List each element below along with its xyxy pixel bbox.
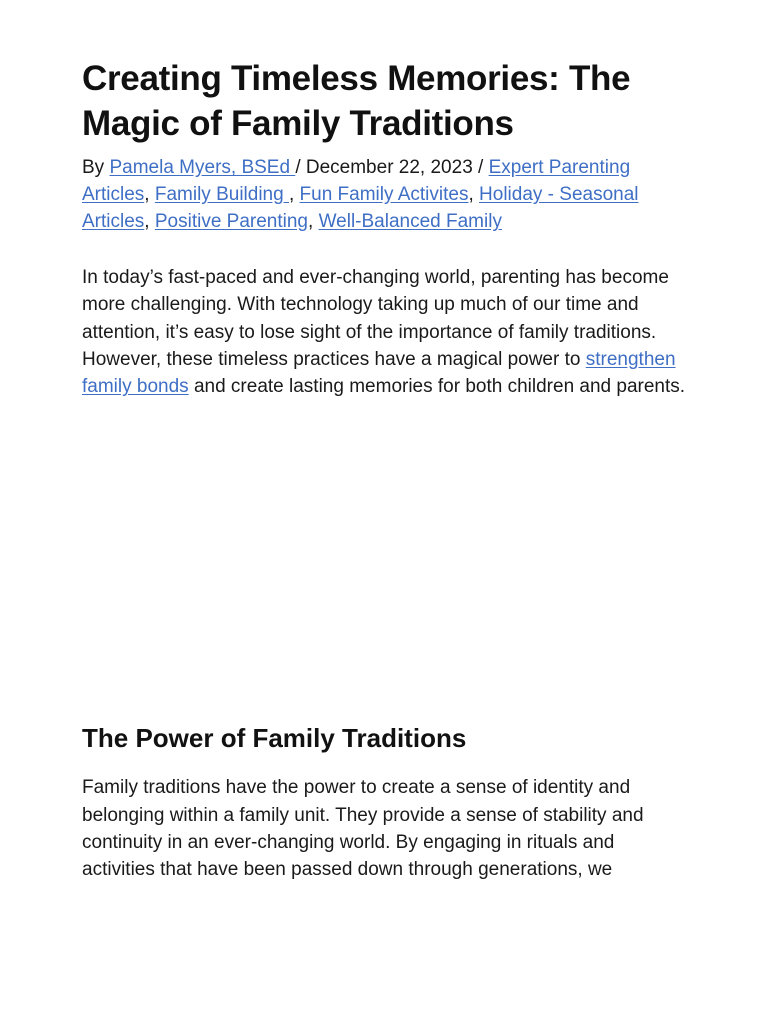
category-link-expert-parenting[interactable]: Expert Parenting Articles	[82, 157, 631, 205]
strengthen-family-bonds-link[interactable]: strengthen family bonds	[82, 348, 676, 398]
by-label: By	[82, 157, 105, 178]
meta-separator: /	[295, 157, 301, 178]
author-link[interactable]: Pamela Myers, BSEd	[109, 157, 296, 178]
category-comma: ,	[308, 211, 314, 232]
category-link-well-balanced-family[interactable]: Well-Balanced Family	[318, 211, 502, 232]
intro-text-before-link: In today’s fast-paced and ever-changing world, parenting has become more challenging. With technology taking up much of our time and attention, it’s easy to lose sight of the importance of family traditions. However, these timeless practices have a magical power to	[82, 267, 669, 370]
category-link-holiday-seasonal[interactable]: Holiday - Seasonal Articles	[82, 184, 639, 232]
intro-text-after-link: and create lasting memories for both children and parents.	[188, 376, 686, 398]
meta-separator: /	[478, 157, 484, 178]
blank-content-area	[82, 400, 686, 722]
category-comma: ,	[468, 184, 474, 205]
category-comma: ,	[144, 184, 150, 205]
publish-date: December 22, 2023	[305, 157, 473, 178]
article-title: Creating Timeless Memories: The Magic of Family Traditions	[82, 59, 631, 143]
section-paragraph: Family traditions have the power to create a sense of identity and belonging within a family unit. They provide a sense of stability and continuity in an ever-changing world. By engaging in rituals and activities that have been passed down through generations, we	[82, 777, 644, 881]
category-link-family-building[interactable]: Family Building	[154, 184, 289, 205]
article-meta	[82, 154, 686, 235]
category-comma: ,	[144, 211, 150, 232]
category-comma: ,	[288, 184, 295, 205]
category-link-fun-family-activities[interactable]: Fun Family Activites	[299, 184, 469, 205]
section-heading: The Power of Family Traditions	[82, 723, 467, 754]
intro-paragraph	[82, 264, 686, 400]
category-link-positive-parenting[interactable]: Positive Parenting	[154, 211, 309, 232]
